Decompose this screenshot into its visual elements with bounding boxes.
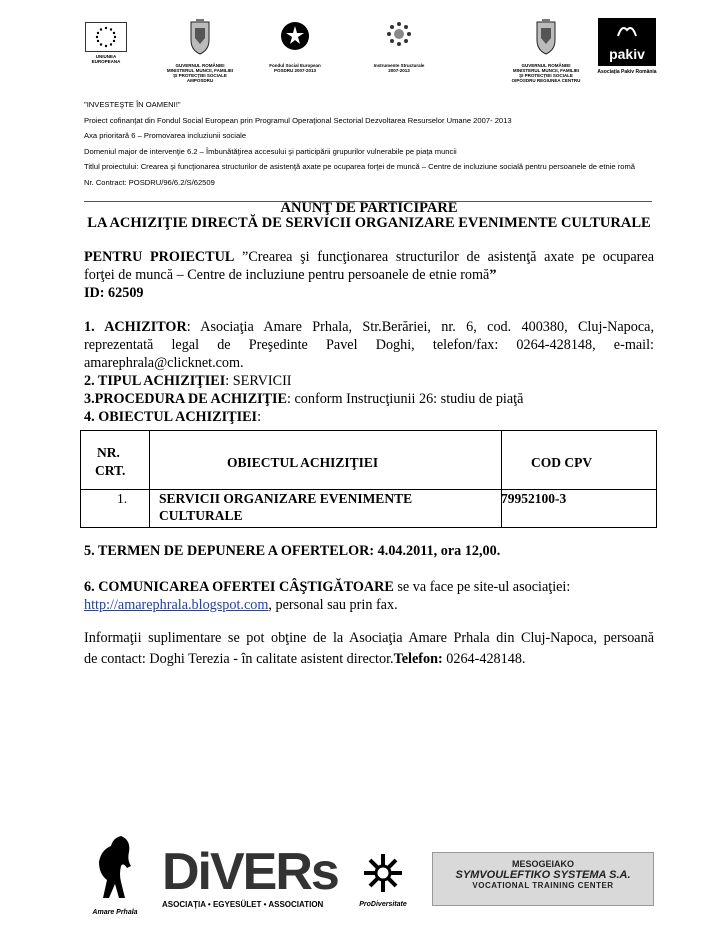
meso-line-1: MESOGEIAKO (511, 859, 574, 869)
romania-crest-icon (531, 18, 561, 56)
header-nr: NR. (97, 445, 120, 460)
meso-line-3: VOCATIONAL TRAINING CENTER (472, 881, 614, 890)
row-object-line-2: CULTURALE (159, 508, 243, 523)
divers-caption: ASOCIAŢIA • EGYESÜLET • ASSOCIATION (162, 900, 324, 909)
header-logos (82, 18, 662, 88)
project-line-1 (84, 248, 654, 266)
project-title-line: Titlul proiectului: Crearea şi funcţionarea structurilor de asistenţă axate pe ocuparea forţei de muncă – Centre de incluziune socială pentru persoanele de etnie romă (84, 162, 635, 172)
info-line-1: Informaţii suplimentare se pot obţine de la Asociaţia Amare Prhala din Cluj-Napoca, persoană (84, 630, 654, 646)
s1-line-2: reprezentată legal de Preşedinte Pavel Doghi, telefon/fax: 0264-428148, e-mail: (84, 337, 654, 353)
pakiv-word: pakiv (609, 46, 645, 62)
table-col-divider (501, 431, 502, 527)
pakiv-box (598, 18, 656, 66)
eu-logo (82, 18, 130, 64)
communication-block (84, 578, 654, 614)
s3-value: : conform Instrucţiunii 26: studiu de piaţă (287, 391, 524, 407)
cofinance-line: Proiect cofinanţat din Fondul Social European prin Programul Operaţional Sectorial Dezvoltarea Resurselor Umane 2007- 2013 (84, 115, 512, 125)
project-name-end: forţei de muncă – Centre de incluziune pentru persoanele de etnie romă (84, 267, 490, 283)
header-object: OBIECTUL ACHIZIŢIEI (227, 455, 379, 470)
prodiv-caption: ProDiversitate (359, 901, 407, 908)
project-id: ID: 62509 (84, 285, 144, 301)
gov-crest-logo-2 (507, 18, 585, 83)
project-line-2 (84, 266, 654, 284)
s4-label: 4. OBIECTUL ACHIZIŢIEI (84, 409, 258, 425)
meso-line-2: SYMVOULEFTIKO SYSTEMA S.A. (455, 869, 631, 881)
mesogeiako-logo (432, 852, 654, 906)
pakiv-logo (592, 18, 662, 75)
pakiv-caption: Asociaţia Pakiv România (597, 69, 657, 75)
eu-caption: UNIUNEA EUROPEANA (91, 54, 121, 64)
prodiversitate-knot-icon (360, 850, 406, 896)
s1-line-3: amarephrala@clicknet.com. (84, 355, 244, 371)
contract-line: Nr. Contract: POSDRU/96/6.2/S/62509 (84, 177, 215, 187)
sections-block (84, 318, 654, 426)
horse-icon (91, 832, 139, 902)
info-line-2 (84, 649, 654, 670)
communication-line-2 (84, 596, 654, 614)
fse-logo (260, 18, 330, 73)
header-cpv: COD CPV (531, 455, 593, 470)
axis-line: Axa prioritară 6 – Promovarea incluziunii sociale (84, 131, 247, 141)
phone-value: 0264-428148. (446, 651, 526, 667)
s2-line (84, 372, 654, 390)
communication-after-link: , personal sau prin fax. (268, 597, 398, 613)
project-block (84, 248, 654, 302)
table-col-divider (149, 431, 150, 527)
row-nr: 1. (117, 491, 128, 506)
project-name-start: ”Crearea şi funcţionarea structurilor de asistenţă axate pe ocuparea (242, 249, 654, 265)
s1-label: 1. ACHIZITOR (84, 319, 187, 335)
row-object-line-1: SERVICII ORGANIZARE EVENIMENTE (159, 491, 413, 506)
s4-line (84, 408, 654, 426)
project-label: PENTRU PROIECTUL (84, 249, 235, 265)
romania-crest-icon (185, 18, 215, 56)
pakiv-bird-icon (616, 22, 638, 38)
project-quote-end: ” (489, 267, 497, 283)
gov2-caption: GUVERNUL ROMÂNIEI MINISTERUL MUNCII, FAMILIEI ŞI PROTECŢIEI SOCIALE OIPOSDRU REGIUNEA CENTRU (511, 63, 581, 83)
footer-logos (84, 832, 664, 932)
fse-caption: Fondul Social European POSDRU 2007-2013 (269, 63, 321, 73)
structural-instruments-logo (367, 18, 431, 73)
header-crt: CRT. (95, 463, 126, 478)
s2-label: 2. TIPUL ACHIZIŢIEI (84, 373, 226, 389)
announcement-title: ANUNŢ DE PARTICIPARE (280, 200, 458, 216)
amare-prhala-logo (84, 832, 146, 916)
fse-star-icon (280, 18, 310, 56)
divers-word: DiVERs (162, 843, 338, 901)
deadline-label: 5. TERMEN DE DEPUNERE A OFERTELOR (84, 543, 370, 559)
communication-rest: se va face pe site-ul asociaţiei: (397, 579, 571, 595)
table-row-divider (81, 489, 656, 490)
is-caption: Instrumente Structurale 2007-2013 (373, 63, 425, 73)
communication-line-1 (84, 578, 654, 596)
s3-label: 3.PROCEDURA DE ACHIZIŢIE (84, 391, 287, 407)
deadline-value: : 4.04.2011, ora 12,00. (369, 543, 501, 559)
gov1-caption: GUVERNUL ROMÂNIEI MINISTERUL MUNCII, FAMILIEI ŞI PROTECŢIEI SOCIALE AMPOSDRU (166, 63, 234, 83)
s2-value: : SERVICII (225, 373, 292, 389)
deadline-line (84, 542, 654, 560)
s1-line-1 (84, 318, 654, 336)
blog-link[interactable]: http://amarephrala.blogspot.com (84, 597, 269, 613)
amare-caption: Amare Prhala (92, 909, 138, 916)
s4-value: : (257, 409, 262, 425)
domain-line: Domeniul major de intervenţie 6.2 – Îmbunătăţirea accesului şi participării grupurilor vulnerabile pe piaţa muncii (84, 146, 457, 156)
info-contact: de contact: Doghi Terezia - în calitate asistent director. (84, 651, 394, 667)
prodiversitate-logo (352, 850, 414, 908)
motto: "INVESTEŞTE ÎN OAMENI!" (84, 100, 181, 109)
row-cpv: 79952100-3 (501, 491, 567, 506)
s3-line (84, 390, 654, 408)
info-block (84, 628, 654, 670)
phone-label: Telefon: (393, 651, 443, 667)
announcement-subtitle: LA ACHIZIŢIE DIRECTĂ DE SERVICII ORGANIZARE EVENIMENTE CULTURALE (87, 215, 651, 231)
s1-address: : Asociaţia Amare Prhala, Str.Berăriei, nr. 6, cod. 400380, Cluj-Napoca, (186, 319, 654, 335)
acquisition-table (80, 430, 657, 528)
star-ring-icon (384, 18, 414, 56)
communication-label: 6. COMUNICAREA OFERTEI CÂŞTIGĂTOARE (84, 579, 394, 595)
eu-flag-icon (85, 22, 127, 52)
project-info (84, 100, 654, 189)
gov-crest-logo-1 (160, 18, 240, 83)
